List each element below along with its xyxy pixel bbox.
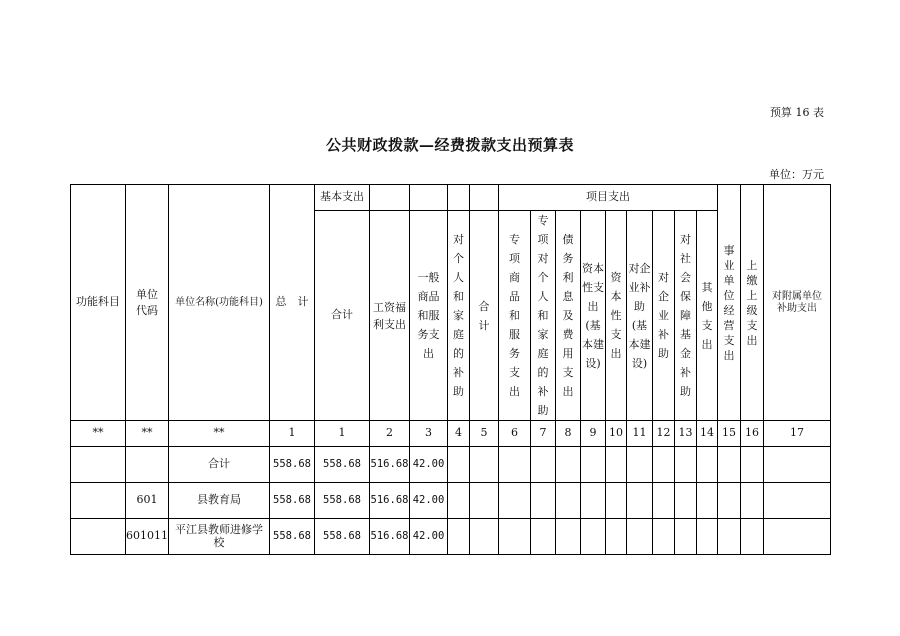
header-biz-op-text: 事业单位经营支出 <box>723 243 735 362</box>
index-cell: ** <box>71 421 126 447</box>
index-cell: 1 <box>315 421 370 447</box>
header-capital-construction <box>581 211 606 421</box>
header-goods-text: 一般商品和服务支出 <box>417 271 440 360</box>
basic-total-cell: 558.68 <box>315 483 370 519</box>
goods-cell: 42.00 <box>410 483 448 519</box>
header-unit-code <box>126 185 169 421</box>
header-enterprise-construction <box>627 211 653 421</box>
index-cell: 11 <box>627 421 653 447</box>
header-unit-code-text: 单位代码 <box>136 287 158 317</box>
header-basic-blank-1 <box>370 185 410 211</box>
index-cell: 2 <box>370 421 410 447</box>
header-basic: 基本支出 <box>315 185 370 211</box>
header-remit-text: 上缴上级支出 <box>746 258 758 347</box>
table-row <box>71 447 831 483</box>
header-project-total <box>470 211 499 421</box>
document-title: 公共财政拨款—经费拨款支出预算表 <box>325 136 574 154</box>
unit-code-cell <box>126 447 169 483</box>
header-total: 总 计 <box>270 185 315 421</box>
index-cell: 3 <box>410 421 448 447</box>
header-capital-text: 资本性支出 <box>610 271 622 360</box>
header-project-total-text: 合计 <box>478 299 490 332</box>
index-cell: ** <box>169 421 270 447</box>
total-cell: 558.68 <box>270 447 315 483</box>
column-index-row <box>71 421 831 447</box>
header-capital-construction-text: 资本性支出(基本建设) <box>582 261 604 370</box>
index-cell: 8 <box>556 421 581 447</box>
header-project-household <box>531 211 556 421</box>
header-project-goods <box>499 211 531 421</box>
header-wage-text: 工资福利支出 <box>373 300 406 331</box>
basic-total-cell: 558.68 <box>315 519 370 555</box>
budget-table <box>70 184 831 555</box>
header-project-blank <box>470 185 499 211</box>
func-subject-cell <box>71 447 126 483</box>
index-cell: 7 <box>531 421 556 447</box>
header-basic-blank-2 <box>410 185 448 211</box>
table-row <box>71 519 831 555</box>
header-func-subject: 功能科目 <box>71 185 126 421</box>
unit-name-text: 平江县教师进修学校 <box>175 522 263 549</box>
header-affiliate-subsidy <box>764 185 831 421</box>
total-cell: 558.68 <box>270 483 315 519</box>
index-cell: ** <box>126 421 169 447</box>
unit-name-cell <box>169 519 270 555</box>
header-remit <box>741 185 764 421</box>
index-cell: 17 <box>764 421 831 447</box>
index-cell: 14 <box>697 421 718 447</box>
index-cell: 4 <box>448 421 470 447</box>
header-other-text: 其他支出 <box>701 280 713 351</box>
index-cell: 12 <box>653 421 675 447</box>
table-row <box>71 483 831 519</box>
table-number-label: 预算 16 表 <box>770 106 824 119</box>
header-debt-interest-text: 债务利息及费用支出 <box>562 233 574 398</box>
wage-cell: 516.68 <box>370 447 410 483</box>
goods-cell: 42.00 <box>410 519 448 555</box>
header-enterprise-construction-text: 对企业补助(基本建设) <box>628 261 651 370</box>
header-project: 项目支出 <box>499 185 718 211</box>
basic-total-cell: 558.68 <box>315 447 370 483</box>
total-cell: 558.68 <box>270 519 315 555</box>
unit-name-cell: 县教育局 <box>169 483 270 519</box>
index-cell: 1 <box>270 421 315 447</box>
header-row-1 <box>71 185 831 211</box>
header-biz-op <box>718 185 741 421</box>
unit-name-cell: 合计 <box>169 447 270 483</box>
header-basic-total: 合计 <box>315 211 370 421</box>
header-project-goods-text: 专项商品和服务支出 <box>509 233 520 398</box>
header-unit-name: 单位名称(功能科目) <box>169 185 270 421</box>
index-cell: 13 <box>675 421 697 447</box>
header-basic-blank-3 <box>448 185 470 211</box>
index-cell: 10 <box>606 421 627 447</box>
unit-code-cell: 601011 <box>126 519 169 555</box>
func-subject-cell <box>71 483 126 519</box>
goods-cell: 42.00 <box>410 447 448 483</box>
header-household <box>448 211 470 421</box>
index-cell: 9 <box>581 421 606 447</box>
wage-cell: 516.68 <box>370 519 410 555</box>
index-cell: 16 <box>741 421 764 447</box>
header-social-security <box>675 211 697 421</box>
header-affiliate-subsidy-text: 对附属单位补助支出 <box>772 291 822 314</box>
index-cell: 15 <box>718 421 741 447</box>
unit-label: 单位：万元 <box>769 168 824 181</box>
header-enterprise <box>653 211 675 421</box>
header-goods <box>410 211 448 421</box>
wage-cell: 516.68 <box>370 483 410 519</box>
header-enterprise-text: 对企业补助 <box>658 271 669 360</box>
header-capital <box>606 211 627 421</box>
header-debt-interest <box>556 211 581 421</box>
unit-code-cell: 601 <box>126 483 169 519</box>
header-social-security-text: 对社会保障基金补助 <box>680 233 691 398</box>
header-project-household-text: 专项对个人和家庭的补助 <box>537 214 549 417</box>
header-other <box>697 211 718 421</box>
index-cell: 6 <box>499 421 531 447</box>
header-household-text: 对个人和家庭的补助 <box>453 233 464 398</box>
func-subject-cell <box>71 519 126 555</box>
header-wage <box>370 211 410 421</box>
index-cell: 5 <box>470 421 499 447</box>
